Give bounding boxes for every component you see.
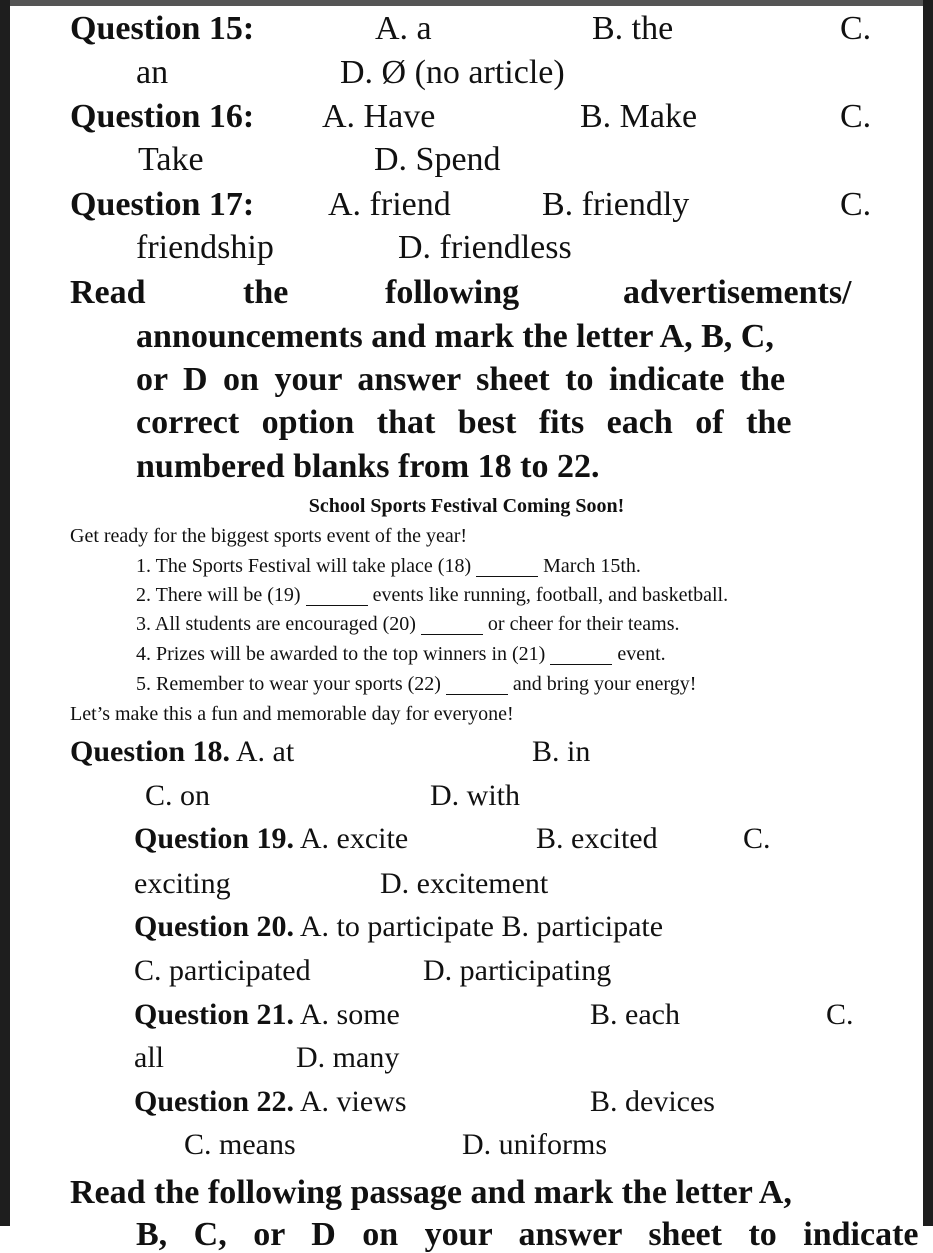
blank-20 — [421, 614, 483, 635]
question-22-option-b: B. devices — [590, 1085, 715, 1118]
announcement-outro: Let’s make this a fun and memorable day for everyone! — [70, 703, 514, 725]
question-22-option-c: C. means — [184, 1128, 296, 1161]
question-19-option-c-text: exciting — [134, 867, 231, 900]
question-16-option-c-text: Take — [138, 141, 204, 178]
question-15-option-d: D. Ø (no article) — [340, 54, 565, 91]
question-17-label: Question 17: — [70, 186, 255, 223]
instruction-word-the: the — [243, 274, 289, 311]
question-16-label: Question 16: — [70, 98, 255, 135]
announcement-item-1: 1. The Sports Festival will take place (18) March 15th. — [136, 555, 641, 577]
instruction-word-advertisements: advertisements/ — [623, 274, 852, 311]
instruction-line-5: numbered blanks from 18 to 22. — [136, 448, 600, 485]
question-21-option-c-text: all — [134, 1041, 164, 1074]
instruction-line-2: announcements and mark the letter A, B, C, — [136, 318, 774, 355]
question-20-option-d: D. participating — [423, 954, 612, 987]
announcement-intro: Get ready for the biggest sports event of the year! — [70, 525, 468, 547]
footer-instruction-line-2: B, C, or D on your answer sheet to indicate — [136, 1216, 919, 1253]
question-17-option-c-text: friendship — [136, 229, 274, 266]
question-18-option-d: D. with — [430, 779, 520, 812]
question-16-option-a: A. Have — [322, 98, 436, 135]
announcement-title: School Sports Festival Coming Soon! — [308, 495, 625, 517]
blank-18 — [476, 556, 538, 577]
question-19-row: Question 19. A. excite — [134, 822, 409, 855]
question-17-option-d: D. friendless — [398, 229, 572, 266]
question-22-option-d: D. uniforms — [462, 1128, 607, 1161]
question-21-row: Question 21. A. some — [134, 998, 400, 1031]
announcement-item-3: 3. All students are encouraged (20) or cheer for their teams. — [136, 613, 680, 635]
left-frame-edge — [0, 0, 10, 1226]
question-19-option-b: B. excited — [536, 822, 658, 855]
question-19-option-c: C. — [743, 822, 771, 855]
announcement-item-4: 4. Prizes will be awarded to the top winners in (21) event. — [136, 643, 666, 665]
question-18-row: Question 18. A. at — [70, 735, 295, 768]
blank-21 — [550, 644, 612, 665]
question-17-option-b: B. friendly — [542, 186, 690, 223]
blank-22 — [446, 674, 508, 695]
question-16-option-c: C. — [840, 98, 872, 135]
instruction-line-4: correct option that best fits each of the — [136, 404, 792, 441]
question-17-option-a: A. friend — [328, 186, 451, 223]
question-17-option-c: C. — [840, 186, 872, 223]
instruction-line-3: or D on your answer sheet to indicate the — [136, 361, 786, 398]
question-21-option-b: B. each — [590, 998, 680, 1031]
right-frame-edge — [923, 0, 933, 1226]
question-18-option-b: B. in — [532, 735, 591, 768]
question-16-option-d: D. Spend — [374, 141, 501, 178]
top-frame-edge — [0, 0, 933, 6]
footer-instruction-line-1: Read the following passage and mark the letter A, — [70, 1174, 792, 1211]
question-19-option-d: D. excitement — [380, 867, 549, 900]
question-15-option-c-text: an — [136, 54, 169, 91]
instruction-word-following: following — [385, 274, 520, 311]
question-15-label: Question 15: — [70, 10, 255, 47]
announcement-item-5: 5. Remember to wear your sports (22) and bring your energy! — [136, 673, 697, 695]
question-15-option-b: B. the — [592, 10, 674, 47]
question-20-row: Question 20. A. to participate B. participate — [134, 910, 664, 943]
announcement-item-2: 2. There will be (19) events like running, football, and basketball. — [136, 584, 729, 606]
question-18-option-c: C. on — [145, 779, 211, 812]
question-21-option-c: C. — [826, 998, 854, 1031]
question-16-option-b: B. Make — [580, 98, 698, 135]
instruction-word-read: Read — [70, 274, 146, 311]
question-15-option-c: C. — [840, 10, 872, 47]
blank-19 — [306, 585, 368, 606]
question-15-option-a: A. a — [375, 10, 432, 47]
question-20-option-c: C. participated — [134, 954, 311, 987]
question-22-row: Question 22. A. views — [134, 1085, 407, 1118]
question-21-option-d: D. many — [296, 1041, 400, 1074]
